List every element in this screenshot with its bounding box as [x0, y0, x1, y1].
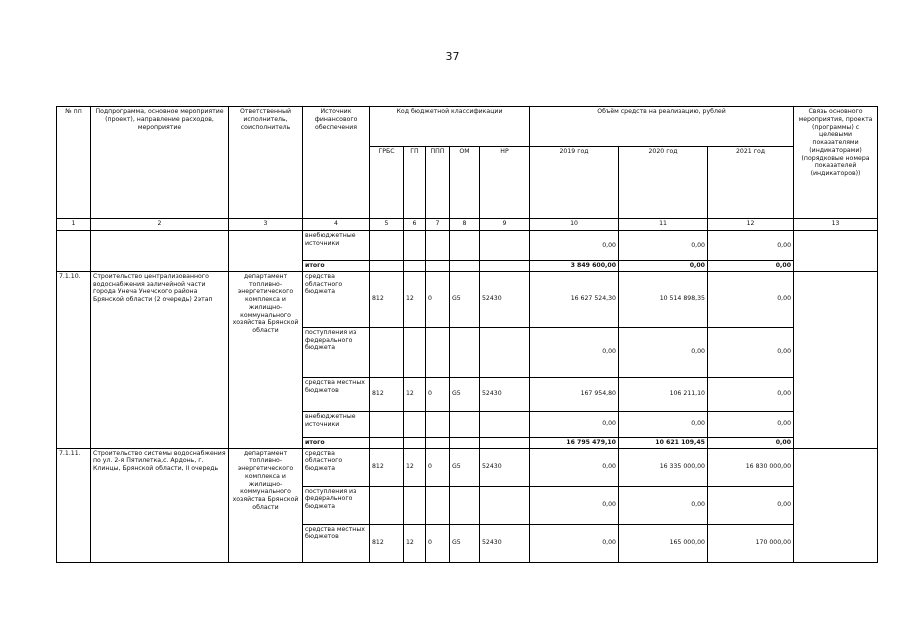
- ppp-cell: 0: [426, 377, 450, 411]
- table-row: [57, 231, 878, 261]
- source-cell: внебюджетные источники: [303, 231, 370, 261]
- measure-responsible: департамент топливно-энергетического комплекса и жилищно-коммунального хозяйства Брянской области: [229, 448, 303, 562]
- total-label: итого: [303, 261, 370, 272]
- measure-name: Строительство системы водоснабжения по ул. 2-я Пятилетка,с. Ардонь, г. Клинцы, Брянской области, II очередь: [91, 448, 229, 562]
- source-cell: средства областного бюджета: [303, 271, 370, 327]
- value-2021: 0,00: [708, 271, 794, 327]
- om-cell: G5: [450, 448, 480, 486]
- total-2021: 0,00: [708, 437, 794, 448]
- value-2019: 0,00: [530, 448, 619, 486]
- total-2019: 3 849 600,00: [530, 261, 619, 272]
- gp-cell: 12: [404, 524, 426, 562]
- column-number: 1: [57, 219, 91, 231]
- source-cell: поступления из федерального бюджета: [303, 486, 370, 524]
- source-cell: средства местных бюджетов: [303, 377, 370, 411]
- source-cell: внебюджетные источники: [303, 411, 370, 437]
- column-number: 3: [229, 219, 303, 231]
- column-number: 6: [404, 219, 426, 231]
- table-row: [57, 448, 878, 486]
- header-ppp: ППП: [426, 147, 450, 219]
- grbs-cell: 812: [370, 524, 404, 562]
- total-2019: 16 795 479,10: [530, 437, 619, 448]
- total-2021: 0,00: [708, 261, 794, 272]
- grbs-cell: 812: [370, 377, 404, 411]
- value-2021: 0,00: [708, 377, 794, 411]
- grbs-cell: 812: [370, 271, 404, 327]
- om-cell: G5: [450, 271, 480, 327]
- value-2019: 167 954,80: [530, 377, 619, 411]
- header-om: ОМ: [450, 147, 480, 219]
- measure-responsible: департамент топливно-энергетического комплекса и жилищно-коммунального хозяйства Брянской области: [229, 271, 303, 448]
- column-number: 9: [480, 219, 530, 231]
- column-number: 10: [530, 219, 619, 231]
- header-no: № пп: [57, 107, 91, 219]
- page-number: 37: [445, 50, 460, 63]
- column-numbers-row: [57, 219, 878, 231]
- table-row: [57, 271, 878, 327]
- value-2020: 0,00: [619, 486, 708, 524]
- source-cell: средства местных бюджетов: [303, 524, 370, 562]
- value-2021: 0,00: [708, 411, 794, 437]
- value-2019: 0,00: [530, 231, 619, 261]
- value-2021: 0,00: [708, 231, 794, 261]
- value-2020: 165 000,00: [619, 524, 708, 562]
- column-number: 12: [708, 219, 794, 231]
- gp-cell: 12: [404, 448, 426, 486]
- header-amount: Объём средств на реализацию, рублей: [530, 107, 794, 147]
- value-2019: 0,00: [530, 524, 619, 562]
- header-budget-code: Код бюджетной классификации: [370, 107, 530, 147]
- measure-number: 7.1.10.: [57, 271, 91, 448]
- gp-cell: 12: [404, 271, 426, 327]
- om-cell: G5: [450, 377, 480, 411]
- nr-cell: 52430: [480, 524, 530, 562]
- header-row: [57, 107, 878, 147]
- header-source: Источник финансового обеспечения: [303, 107, 370, 219]
- value-2020: 0,00: [619, 411, 708, 437]
- header-nr: НР: [480, 147, 530, 219]
- value-2019: 0,00: [530, 327, 619, 377]
- header-gp: ГП: [404, 147, 426, 219]
- header-year-2019: 2019 год: [530, 147, 619, 219]
- value-2019: 0,00: [530, 411, 619, 437]
- header-indicators-link: Связь основного мероприятия, проекта (программы) с целевыми показателями (индикаторами) (порядковые номера показателей (индикаторов)): [794, 107, 878, 219]
- grbs-cell: 812: [370, 448, 404, 486]
- value-2020: 0,00: [619, 231, 708, 261]
- measure-number: 7.1.11.: [57, 448, 91, 562]
- nr-cell: 52430: [480, 271, 530, 327]
- value-2021: 16 830 000,00: [708, 448, 794, 486]
- value-2021: 0,00: [708, 327, 794, 377]
- header-year-2020: 2020 год: [619, 147, 708, 219]
- column-number: 4: [303, 219, 370, 231]
- column-number: 7: [426, 219, 450, 231]
- nr-cell: 52430: [480, 377, 530, 411]
- nr-cell: 52430: [480, 448, 530, 486]
- ppp-cell: 0: [426, 524, 450, 562]
- om-cell: G5: [450, 524, 480, 562]
- column-number: 5: [370, 219, 404, 231]
- column-number: 11: [619, 219, 708, 231]
- header-grbs: ГРБС: [370, 147, 404, 219]
- value-2020: 10 514 898,35: [619, 271, 708, 327]
- header-year-2021: 2021 год: [708, 147, 794, 219]
- ppp-cell: 0: [426, 448, 450, 486]
- ppp-cell: 0: [426, 271, 450, 327]
- header-responsible: Ответственный исполнитель, соисполнитель: [229, 107, 303, 219]
- value-2020: 0,00: [619, 327, 708, 377]
- value-2020: 16 335 000,00: [619, 448, 708, 486]
- value-2019: 16 627 524,30: [530, 271, 619, 327]
- gp-cell: 12: [404, 377, 426, 411]
- value-2021: 170 000,00: [708, 524, 794, 562]
- measure-name: Строительство централизованного водоснабжения заличейной части города Унеча Унечского района Брянской области (2 очередь) 2этап: [91, 271, 229, 448]
- column-number: 8: [450, 219, 480, 231]
- column-number: 13: [794, 219, 878, 231]
- total-2020: 10 621 109,45: [619, 437, 708, 448]
- source-cell: поступления из федерального бюджета: [303, 327, 370, 377]
- budget-table: [56, 106, 878, 563]
- value-2021: 0,00: [708, 486, 794, 524]
- source-cell: средства областного бюджета: [303, 448, 370, 486]
- total-label: итого: [303, 437, 370, 448]
- total-2020: 0,00: [619, 261, 708, 272]
- value-2019: 0,00: [530, 486, 619, 524]
- header-name: Подпрограмма, основное мероприятие (проект), направление расходов, мероприятие: [91, 107, 229, 219]
- column-number: 2: [91, 219, 229, 231]
- value-2020: 106 211,10: [619, 377, 708, 411]
